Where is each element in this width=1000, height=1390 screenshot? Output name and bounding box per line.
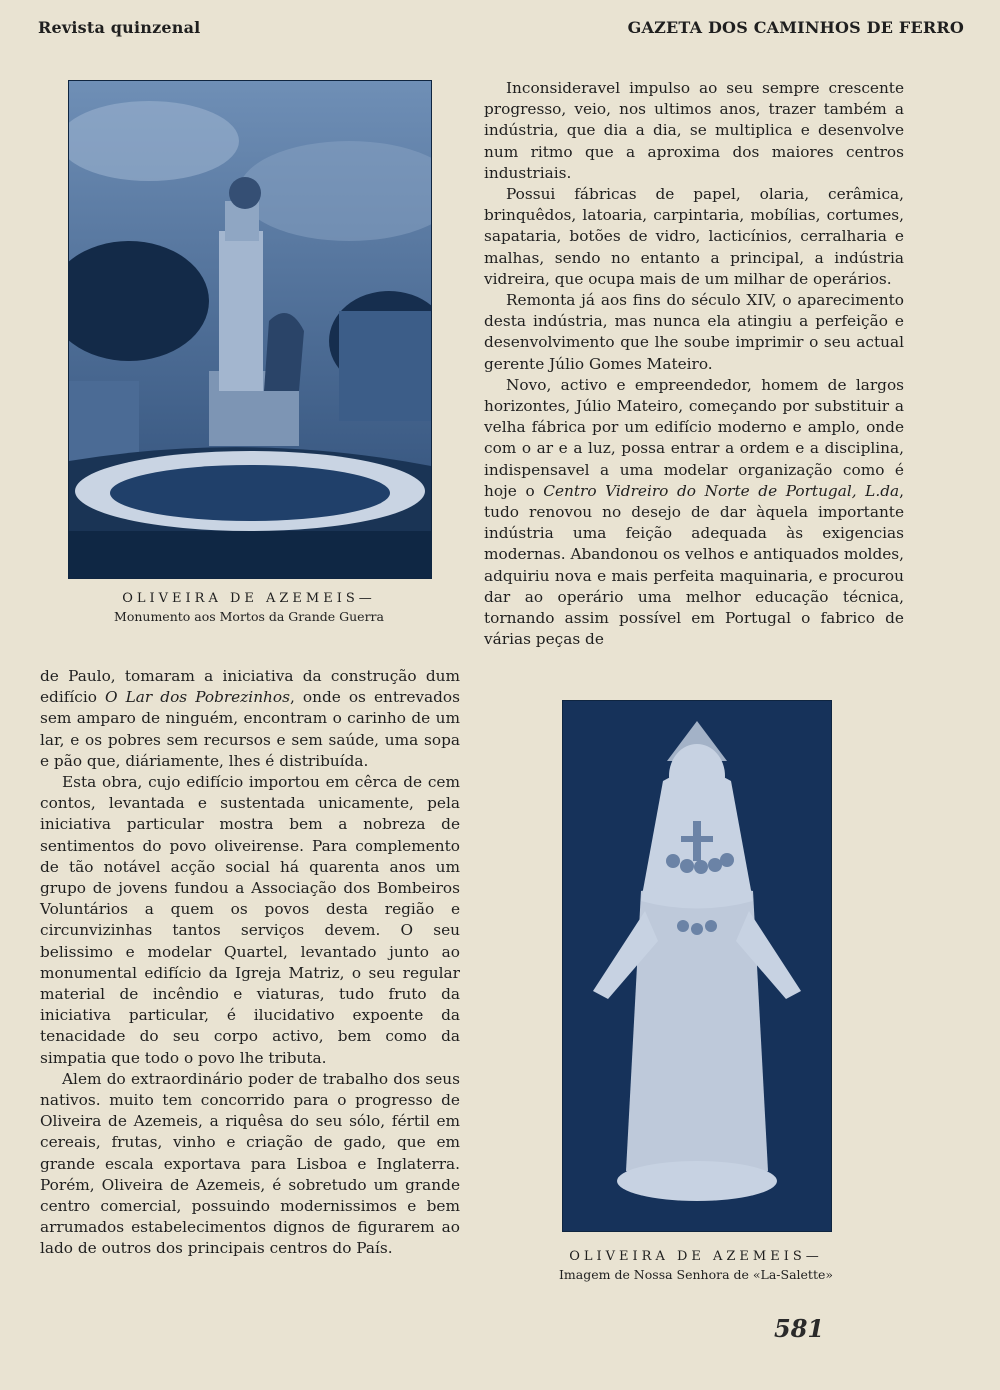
monument-caption (68, 590, 430, 626)
running-header-right: GAZETA DOS CAMINHOS DE FERRO (627, 18, 964, 37)
paragraph (40, 666, 460, 772)
paragraph: Remonta já aos fins do século XIV, o aparecimento desta indústria, mas nunca ela atingiu a perfeição e desenvolvimento que lhe soube imprimir o seu actual gerente Júlio Gomes Mateiro. (484, 291, 904, 373)
page-number: 581 (774, 1314, 825, 1343)
paragraph: Possui fábricas de papel, olaria, cerâmica, brinquêdos, latoaria, carpintaria, mobílias, cortumes, sapataria, botões de vidro, lacticínios, cerralharia e malhas, sendo no entanto a principal, a indústria vidreira, que ocupa mais de um milhar de operários. (484, 185, 904, 288)
statue-caption (500, 1248, 892, 1284)
company-name: Centro Vidreiro do Norte de Portugal, L.da (543, 481, 900, 500)
monument-photo (68, 80, 432, 579)
text-run: , tudo renovou no desejo de dar àquela importante indústria uma feição adequada às exigencias modernas. Abandonou os velhos e antiquados moldes, adquiriu nova e mais perfeita maquinaria, e procurou dar ao operário uma melhor educação técnica, tornando assim possível em Portugal o fabrico de várias peças de (484, 481, 904, 649)
paragraph: Esta obra, cujo edifício importou em cêrca de cem contos, levantada e sustentada unicamente, pela iniciativa particular mostra bem a nobreza de sentimentos do povo oliveirense. Para complemento de tão notável acção social há quarenta anos um grupo de jovens fundou a Associação dos Bombeiros Voluntários a quem os povos desta região e circunvizinhas tantos serviços devem. O seu belissimo e modelar Quartel, levantado junto ao monumental edifício da Igreja Matriz, o seu regular material de incêndio e viaturas, tudo fruto da iniciativa particular, é ilucidativo expoente da tenacidade do seu corpo activo, bem como da simpatia que todo o povo lhe tributa. (40, 773, 460, 1067)
statue-photo (562, 700, 832, 1232)
monument-caption-title: OLIVEIRA DE AZEMEIS— (122, 591, 376, 606)
left-column-text (40, 666, 460, 1260)
paragraph: Inconsideravel impulso ao seu sempre crescente progresso, veio, nos ultimos anos, trazer também a indústria, que dia a dia, se multiplica e desenvolve num ritmo que a aproxima dos maiores centros industriais. (484, 79, 904, 182)
institution-name: O Lar dos Pobrezinhos (105, 688, 290, 707)
monument-illustration (69, 81, 431, 578)
statue-illustration (563, 701, 831, 1231)
text-run: de Paulo, tomaram a iniciativa da construção dum edifício (40, 667, 460, 707)
monument-caption-subtitle: Monumento aos Mortos da Grande Guerra (114, 609, 384, 624)
paragraph: Alem do extraordinário poder de trabalho dos seus nativos. muito tem concorrido para o progresso de Oliveira de Azemeis, a riquêsa do seu sólo, fértil em cereais, frutas, vinho e criação de gado, que em grande escala exportava para Lisboa e Inglaterra. Porém, Oliveira de Azemeis, é sobretudo um grande centro comercial, possuindo modernissimos e bem arrumados estabelecimentos dignos de figurarem ao lado de outros dos principais centros do País. (40, 1069, 460, 1258)
text-run: , onde os entrevados sem amparo de ninguém, encontram o carinho de um lar, e os pobres sem recursos e sem saúde, uma sopa e pão que, diáriamente, lhes é distribuída. (40, 688, 460, 770)
text-run: Novo, activo e empreendedor, homem de largos horizontes, Júlio Mateiro, começando por substituir a velha fábrica por um edifício moderno e amplo, onde com o ar e a luz, possa entrar a ordem e a disciplina, indispensavel a uma modelar organização como é hoje o (484, 375, 904, 500)
running-header-left: Revista quinzenal (38, 18, 201, 37)
statue-caption-title: OLIVEIRA DE AZEMEIS— (569, 1249, 823, 1264)
statue-caption-subtitle: Imagem de Nossa Senhora de «La-Salette» (558, 1267, 834, 1282)
right-column-text (484, 78, 904, 650)
paragraph (484, 375, 904, 651)
